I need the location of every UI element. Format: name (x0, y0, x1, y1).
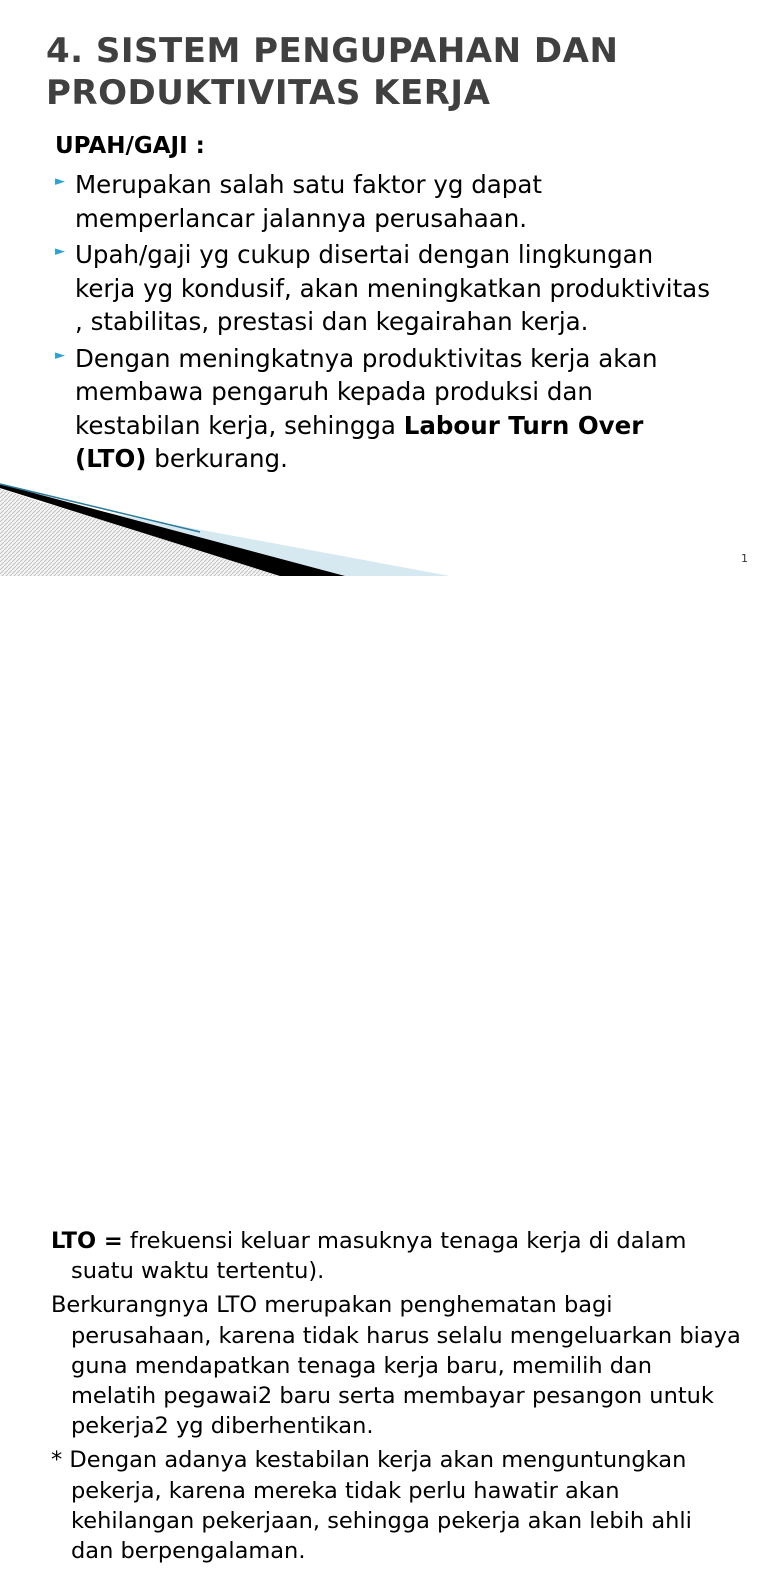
slide-2 (0, 576, 768, 1565)
bullet-text: Upah/gaji yg cukup disertai dengan lingkungan kerja yg kondusif, akan meningkatkan produktivitas , stabilitas, prestasi dan kegairahan kerja. (75, 240, 710, 336)
bullet-item (55, 342, 715, 476)
paragraph-text: frekuensi keluar masuknya tenaga kerja di dalam suatu waktu tertentu). (71, 1228, 687, 1285)
bullet-arrow-icon: ► (55, 347, 65, 363)
slide-body (51, 1226, 741, 1570)
slide-title: 4. SISTEM PENGUPAHAN DAN PRODUKTIVITAS KERJA (46, 31, 619, 113)
bullet-text-tail: berkurang. (146, 444, 288, 473)
page-number: 1 (741, 552, 748, 565)
section-heading: UPAH/GAJI : (55, 133, 205, 159)
bullet-item (55, 238, 715, 339)
lto-label: LTO = (51, 1228, 123, 1254)
bullet-arrow-icon: ► (55, 244, 65, 259)
decorative-swoosh (0, 470, 768, 576)
paragraph-text: Berkurangnya LTO merupakan penghematan bagi perusahaan, karena tidak harus selalu mengeluarkan biaya guna mendapatkan tenaga kerja baru, memilih dan melatih pegawai2 baru serta membayar pesangon untuk pekerja2 yg diberhentikan. (51, 1292, 741, 1440)
paragraph-lto-definition (51, 1226, 741, 1286)
paragraph (51, 1290, 741, 1441)
bullet-item (55, 168, 715, 235)
bullet-text: Dengan meningkatnya produktivitas kerja akan membawa pengaruh kepada produksi dan kestabilan kerja, sehingga (75, 343, 658, 440)
bullet-bold-term: Labour Turn Over (LTO) (75, 410, 644, 473)
paragraph (51, 1445, 741, 1566)
paragraph-text: * Dengan adanya kestabilan kerja akan menguntungkan pekerja, karena mereka tidak perlu hawatir akan kehilangan pekerjaan, sehingga pekerja akan lebih ahli dan berpengalaman. (51, 1447, 692, 1565)
bullet-arrow-icon: ► (55, 174, 65, 189)
bullet-text: Merupakan salah satu faktor yg dapat memperlancar jalannya perusahaan. (75, 170, 542, 233)
bullet-list (55, 168, 715, 479)
slide-1 (0, 0, 768, 576)
